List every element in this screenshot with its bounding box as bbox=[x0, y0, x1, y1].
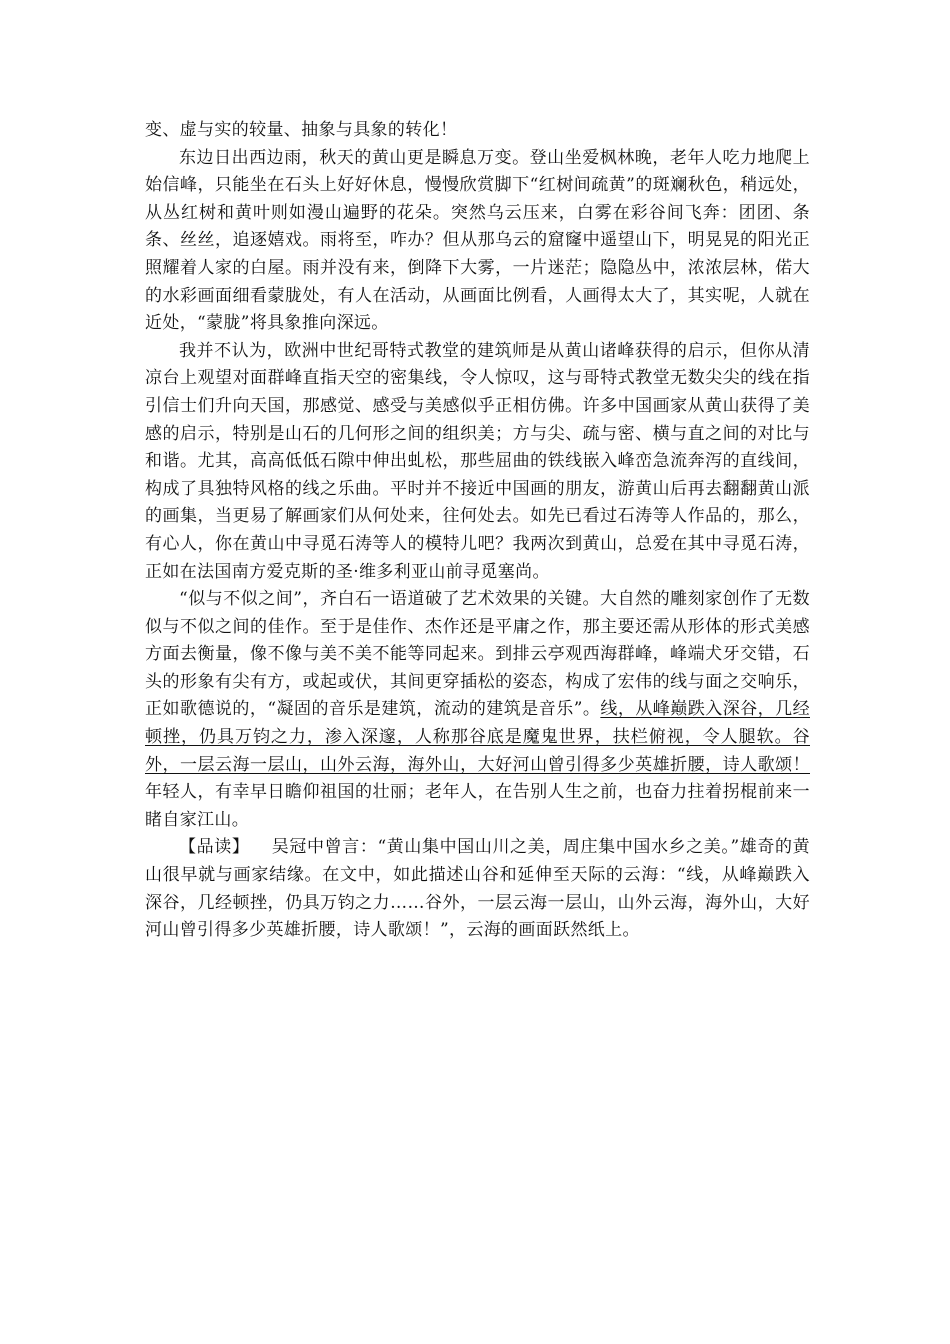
paragraph-likeness bbox=[145, 586, 810, 834]
reading-note-label: 【品读】 bbox=[179, 837, 250, 858]
reading-note-text: 吴冠中曾言：“黄山集中国山川之美，周庄集中国水乡之美。”雄奇的黄山很早就与画家结缘。在文中，如此描述山谷和延伸至天际的云海：“线，从峰巅跌入深谷，几经顿挫，仍具万钧之力……谷外，一层云海一层山，山外云海，海外山，大好河山曾引得多少英雄折腰，诗人歌颂！”，云海的画面跃然纸上。 bbox=[145, 837, 810, 941]
paragraph-continuation: 变、虚与实的较量、抽象与具象的转化！ bbox=[145, 120, 458, 140]
paragraph-gothic-comparison: 我并不认为，欧洲中世纪哥特式教堂的建筑师是从黄山诸峰获得的启示，但你从清凉台上观望对面群峰直指天空的密集线，令人惊叹，这与哥特式教堂无数尖尖的线在指引信士们升向天国，那感觉、感受与美感似乎正相仿佛。许多中国画家从黄山获得了美感的启示，特别是山石的几何形之间的组织美；方与尖、疏与密、横与直之间的对比与和谐。尤其，高高低低石隙中伸出虬松，那些屈曲的铁线嵌入峰峦急流奔泻的直线间，构成了具独特风格的线之乐曲。平时并不接近中国画的朋友，游黄山后再去翻翻黄山派的画集，当更易了解画家们从何处来，往何处去。如先已看过石涛等人作品的，那么，有心人，你在黄山中寻觅石涛等人的模特儿吧？我两次到黄山，总爱在其中寻觅石涛，正如在法国南方爱克斯的圣·维多利亚山前寻觅塞尚。 bbox=[145, 340, 810, 582]
document-page bbox=[145, 117, 810, 945]
paragraph-reading-note bbox=[145, 834, 810, 944]
paragraph-likeness-after: 年轻人，有幸早日瞻仰祖国的壮丽；老年人，在告别人生之前，也奋力拄着拐棍前来一睹自家江山。 bbox=[145, 782, 810, 830]
underlined-passage: 线，从峰巅跌入深谷，几经顿挫，仍具万钧之力，渗入深邃，人称那谷底是魔鬼世界，扶栏俯视，令人腿软。谷外，一层云海一层山，山外云海，海外山，大好河山曾引得多少英雄折腰，诗人歌颂！ bbox=[145, 699, 810, 775]
paragraph-autumn-huangshan: 东边日出西边雨，秋天的黄山更是瞬息万变。登山坐爱枫林晚，老年人吃力地爬上始信峰，只能坐在石头上好好休息，慢慢欣赏脚下“红树间疏黄”的斑斓秋色，稍远处，从丛红树和黄叶则如漫山遍野的花朵。突然乌云压来，白雾在彩谷间飞奔：团团、条条、丝丝，追逐嬉戏。雨将至，咋办？但从那乌云的窟窿中遥望山下，明晃晃的阳光正照耀着人家的白屋。雨并没有来，倒降下大雾，一片迷茫；隐隐丛中，浓浓层林，偌大的水彩画面细看蒙胧处，有人在活动，从画面比例看，人画得太大了，其实呢，人就在近处，“蒙胧”将具象推向深远。 bbox=[145, 147, 810, 334]
paragraph-likeness-before: “似与不似之间”，齐白石一语道破了艺术效果的关键。大自然的雕刻家创作了无数似与不似之间的佳作。至于是佳作、杰作还是平庸之作，那主要还需从形体的形式美感方面去衡量，像不像与美不美不能等同起来。到排云亭观西海群峰，峰端犬牙交错，石头的形象有尖有方，或起或伏，其间更穿插松的姿态，构成了宏伟的线与面之交响乐，正如歌德说的，“凝固的音乐是建筑，流动的建筑是音乐”。 bbox=[145, 589, 810, 720]
